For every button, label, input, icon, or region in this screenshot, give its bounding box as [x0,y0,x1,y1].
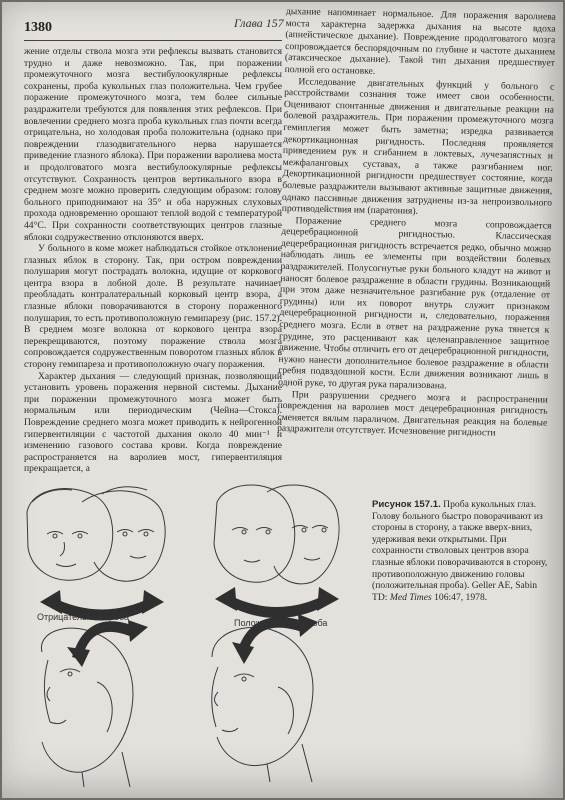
figure-caption [372,499,552,603]
left-text-column [24,46,282,486]
caption-journal: Med Times [389,591,432,603]
rotation-arrow-top-right [227,594,327,618]
right-text-column [276,6,556,488]
arrow-head-icon [232,642,254,664]
paragraph: Поражение среднего мозга сопровождается децеребрационной ригидностью. Классическая децеребрационная ригидность встречается редко, обычно можно наблюдать лишь ее элементы при воздействии болевых раздражителей. Полусогнутые руки больного кладут на живот и наносят болевое раздражение в области грудины. Возникающий при этом даже незначительное разгибание рук (отдаление от грудины) или их поворот внутрь служит признаком децеребрационной ригидности и, следовательно, поражения среднего мозга. Если в ответ на раздражение рука тянется к грудине, это расценивают как целенаправленное защитное движение. Чтобы отличить его от децеребрационной ригидности, нужно нанести дополнительное болевое раздражение в области гребня подвздошной кости. Если движения возникают лишь в одной руке, то другая рука парализована. [278,214,552,392]
positive-test-label: Положительная проба [234,618,328,628]
caption-text: Проба кукольных глаз. Голову больного быстро поворачивают из стороны в сторону, а также вверх-вниз, удерживая веки открытыми. При сохранности стволовых центров взора глазные яблоки поворачиваются в сторону, противоположную движению головы (положительная проба). Geller AE, Sabin TD: [372,499,548,603]
paragraph: Исследование двигательных функций у больного с расстройствами сознания тоже имеет свои особенности. Оценивают спонтанные движения и двигательные реакции на болевой раздражитель. При поражении промежуточного мозга гемиплегия может быть заметна; изредка развивается декортикационная ригидность. Последняя проявляется приведением рук и сгибанием в локтевых, лучезапястных и межфаланговых суставах, а также разгибанием ног. Декортикационной ригидности предшествует состояние, когда болевые раздражители вызывают активные защитные движения, однако пассивные движения затруднены из-за непроизвольного противодействия им (паратония). [281,75,555,217]
negative-test-label: Отрицательная проба [37,612,129,622]
paragraph: При разрушении среднего мозга и распространении повреждения на варолиев мост децеребрационная ригидность сменяется вялым параличом. Двигательная реакция на болевые раздражители отсутствует. Исчезновение ригидности [277,388,548,439]
caption-title: Рисунок 157.1. [372,499,441,510]
caption-reference: 106:47, 1978. [431,591,488,603]
figure-illustration [12,482,357,792]
figure-doll-eyes [12,482,357,792]
arrow-head-icon [142,590,164,614]
arrow-head-icon [67,647,90,667]
head-drawing-positive-bottom [212,627,313,782]
book-page [2,2,563,798]
paragraph: У больного в коме может наблюдаться стойкое отклонение глазных яблок в сторону. Так, при остром повреждении полушария могут пострадать волокна, идущие от коркового центра взора в лобной доле. В результате начинает преобладать контралатеральный корковый центр взора, а глазные яблоки поворачиваются в сторону пораженного полушария, то есть противоположную гемипарезу (рис. 157.2). В среднем мозге волокна от коркового центра взора перекрещиваются, поэтому поражение ствола мозга сопровождается содружественным поворотом глазных яблок в сторону гемипареза и противоположную очагу поражения. [24,243,282,371]
paragraph: дыхание напоминает нормальное. Для поражения варолиева моста характерна задержка дыхания на высоте вдоха (апнейстическое дыхание). Повреждение продолговатого мозга сопровождается беспорядочным по глубине и частоте дыханием (атаксическое дыхание). Такой тип дыхания предшествует полной его остановке. [284,6,556,77]
head-drawing-positive-top [214,485,339,584]
arrow-head-icon [128,620,148,642]
head-drawing-negative-top [27,487,165,581]
paragraph: Характер дыхания — следующий признак, позволяющий установить уровень поражения нервной системы. Дыхание при поражении промежуточного мозга может быть нормальным или периодическим (Чейна—Стокса). Повреждение среднего мозга может приводить к нейрогенной гипервентиляции с частотой дыхания около 40 мин⁻¹ и изменению газового состава крови. Когда повреждение распространяется на варолиев мост, гипервентиляция прекращается, а [24,370,282,475]
arrow-head-icon [215,587,237,611]
paragraph: жение отделы ствола мозга эти рефлексы вызвать становится трудно и даже невозможно. Так, при поражении промежуточного мозга вестибулоокулярные рефлексы сохранены, проба кукольных глаз положительна. Чем грубее поражение промежуточного мозга, тем более сильные раздражители требуются для появления этих рефлексов. При вовлечении среднего мозга проба кукольных глаз почти всегда отрицательна, но холодовая проба положительна (однако при повреждении глазодвигательного нерва нарушается приведение глазного яблока). При поражении варолиева моста и продолговатого мозга вестибулоокулярные рефлексы отсутствуют. Сохранность центров вертикального взора в среднем мозге можно проверить следующим образом: голову больного приподнимают на 35° и оба наружных слуховых прохода одновременно орошают теплой водой с температурой 44°С. При сохранности соответствующих центров глазные яблоки содружественно отклоняются вверх. [24,46,282,243]
arrow-head-icon [317,587,339,611]
arrow-head-icon [40,590,62,614]
header-rule [24,40,282,41]
chapter-title: Глава 157 [234,16,284,30]
page-number: 1380 [24,20,52,35]
